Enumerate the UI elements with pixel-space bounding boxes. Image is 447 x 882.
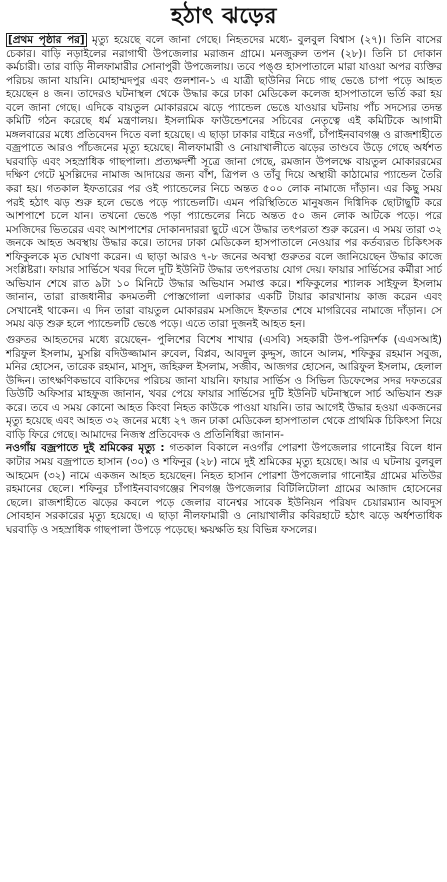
article-paragraph-2 [6,334,442,442]
paragraph-3-text: গতকাল বিকালে নওগাঁর পোরশা উপজেলার গানোইর বিলে ধান কাটার সময় বজ্রপাতে হাসান (৩০) ও শফিনুর (২৮) নামে দুই শ্রমিকের মৃত্যু হয়েছে। আর এ ঘটনায় বুলবুল আহমেদ (৩২) নামে একজন আহত হয়েছেন। নিহত হাসান পোরশা উপজেলার গানোইর গ্রামের মতিউর রহমানের ছেলে। শফিনুর চাঁপাইনবাবগঞ্জের শিবগঞ্জ উপজেলার বিটিলিটোলা গ্রামের আজাদ হোসেনের ছেলে। রাজশাহীতে ঝড়ের কবলে পড়ে জেলার বানেশ্বর সাবেক ইউনিয়ন পরিষদ চেয়ারম্যান আবদুস সোবহান সরকারের মৃত্যু হয়েছে। এ ছাড়া নীলফামারী ও নোয়াখালীর কবিরহাটে হঠাৎ ঝড়ে অর্ধশতাধিক ঘরবাড়ি ও সহস্রাধিক গাছপালা উপড়ে পড়েছে। ক্ষয়ক্ষতি হয় বিভিন্ন ফসলের। [6,442,442,536]
article-body [6,34,442,537]
naogaon-subheading: নওগাঁয় বজ্রপাতে দুই শ্রমিকের মৃত্যু : [6,442,165,455]
article-paragraph-1 [6,34,442,332]
continued-from-front-page-label: [প্রথম পৃষ্ঠার পর] [8,34,85,46]
paragraph-1-text: মৃত্যু হয়েছে বলে জানা গেছে। নিহতদের মধ্যে- বুলবুল বিশ্বাস (২৭)। তিনি বাসের চেকার। বাড়ি নড়াইলের নরাগাথী উপজেলার মরাজন গ্রামে। মনজুরুল তপন (২৮)। তিনি চা দোকান কর্মচারী। তার বাড়ি নীলফামারীর সোনাপুরী উপজেলায়। তবে পঙ্গু হাসপাতালে মারা যাওয়া অপর ব্যক্তির পরিচয় জানা যায়নি। মোহাম্মদপুর এবং গুলশান-১ এ যাত্রী ছাউনির নিচে গাছ ভেঙে চাপা পড়ে আহত হয়েছেন ৪ জন। তাদেরও ঘটনাস্থল থেকে উদ্ধার করে ঢাকা মেডিকেল কলেজ হাসপাতালে ভর্তি করা হয় বলে জানা গেছে। এদিকে বায়তুল মোকাররমে ঝড়ে প্যান্ডেল ভেঙে যাওয়ার ঘটনায় পাঁচ সদস্যের তদন্ত কমিটি গঠন করেছে ধর্ম মন্ত্রণালয়। ইসলামিক ফাউন্ডেশনের সচিবের নেতৃত্বে এই কমিটিকে আগামী মঙ্গলবারের মধ্যে প্রতিবেদন দিতে বলা হয়েছে। এ ছাড়া ঢাকার বাইরে নওগাঁ, চাঁপাইনবাবগঞ্জ ও রাজশাহীতে বজ্রপাতে আরও পাঁচজনের মৃত্যু হয়েছে। নীলফামারী ও নোয়াখালীতে ঝড়ের তাণ্ডবে উড়ে গেছে অর্ধশত ঘরবাড়ি এবং সহস্রাধিক গাছপালা। প্রত্যক্ষদর্শী সূত্রে জানা গেছে, রমজান উপলক্ষে বায়তুল মোকাররমের দক্ষিণ গেটে মুসল্লিদের নামাজ আদায়ের জন্য বাঁশ, ত্রিপল ও তাঁবু দিয়ে অস্থায়ী কাঠামোর প্যান্ডেল তৈরি করা হয়। গতকাল ইফতারের পর ওই প্যান্ডেলের নিচে অন্তত ৫০০ লোক নামাজে দাঁড়ান। এর কিছু সময় পরই হঠাৎ ঝড় শুরু হলে ভেঙে পড়ে প্যান্ডেলটি। এমন পরিস্থিতিতে মানুষজন দিগ্বিদিক ছোটাছুটি করে আশপাশে চলে যান। তখনো ভেঙে পড়া প্যান্ডেলের নিচে অন্তত ৫০ জন লোক আটকে পড়ে। পরে মসজিদের ভিতরের এবং আশপাশের দোকানদাররা ছুটে এসে উদ্ধার তৎপরতা শুরু করেন। এ সময় তারা ৩২ জনকে আহত অবস্থায় উদ্ধার করে। তাদের ঢাকা মেডিকেল হাসপাতালে নেওয়ার পর কর্তব্যরত চিকিৎসক শফিকুলকে মৃত ঘোষণা করেন। এ ছাড়া আরও ৭-৮ জনের অবস্থা গুরুতর বলে জানিয়েছেন উদ্ধার কাজে সংশ্লিষ্টরা। ফায়ার সার্ভিসে খবর দিলে দুটি ইউনিট উদ্ধার তৎপরতায় যোগ দেয়। ফায়ার সার্ভিসের কর্মীরা সার্চ অভিযান শেষে রাত ৯টা ১০ মিনিটে উদ্ধার অভিযান সমাপ্ত করে। শফিকুলের শ্যালক সাইফুল ইসলাম জানান, তারা রাজধানীর কদমতলী পোস্তগোলা এলাকার একটি টায়ার কারখানায় কাজ করেন এবং সেখানেই থাকেন। এ দিন তারা বায়তুল মোকাররম মসজিদে ইফতার শেষে মাগরিবের নামাজে দাঁড়ান। সে সময় ঝড় শুরু হলে প্যান্ডেলটি ভেঙে পড়ে। এতে তারা দুজনই আহত হন। [6,34,442,331]
article-paragraph-3 [6,442,442,537]
headline: হঠাৎ ঝড়ের [171,4,277,29]
paragraph-2-text: গুরুতর আহতদের মধ্যে রয়েছেন- পুলিশের বিশেষ শাখার (এসবি) সহকারী উপ-পরিদর্শক (এএসআই) শরিফুল ইসলাম, মুসল্লি বদিউজ্জামান রুবেল, বিপ্লব, আবদুল কুদ্দুস, জানে আলম, শফিকুর রহমান সবুজ, মনির হোসেন, তারেক রহমান, মাসুদ, জহিরুল ইসলাম, সজীব, আজগর হোসেন, আরিফুল ইসলাম, হেলাল উদ্দিন। তাৎক্ষণিকভাবে বাকিদের পরিচয় জানা যায়নি। ফায়ার সার্ভিস ও সিভিল ডিফেন্সের সদর দফতরের ডিউটি অফিসার মাহফুজ জানান, খবর পেয়ে ফায়ার সার্ভিসের দুটি ইউনিট ঘটনাস্থলে সার্চ অভিযান শুরু করে। তবে এ সময় কোনো আহত কিংবা নিহত কাউকে পাওয়া যায়নি। তার আগেই উদ্ধার হওয়া একজনের মৃত্যু হয়েছে এবং আহত ৩২ জনের মধ্যে ২৭ জন ঢাকা মেডিকেল হাসপাতাল থেকে প্রাথমিক চিকিৎসা নিয়ে বাড়ি ফিরে গেছে। আমাদের নিজস্ব প্রতিবেদক ও প্রতিনিধিরা জানান- [6,334,442,441]
